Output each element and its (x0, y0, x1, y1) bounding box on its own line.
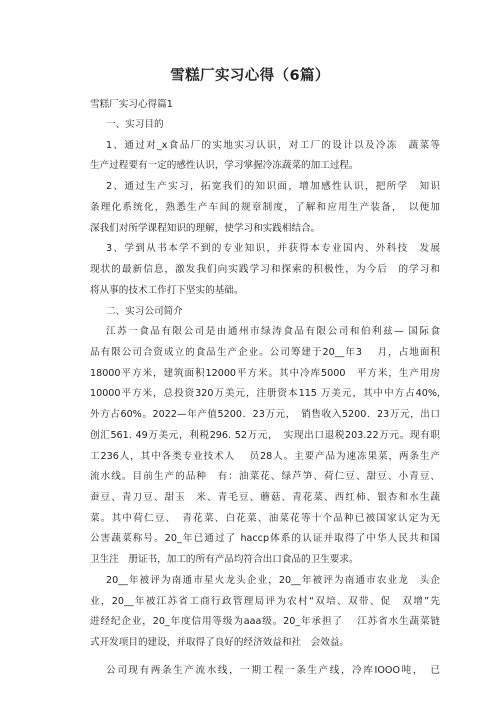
paragraph-line: 卫生注 册证书，加工的所有产品均符合出口食品的卫生要求。 (90, 554, 359, 565)
paragraph-line: 2、通过生产实习，拓宽我们的知识面，增加感性认识，把所学 知识 (106, 181, 440, 192)
paragraph-line: 进经纪企业，20_年度信用等级为aaa级。20_年承担了 江苏省水生蔬菜链 (90, 616, 440, 627)
paragraph-line: 条理化系统化，熟悉生产车间的规章制度，了解和应用生产装备， 以便加 (90, 202, 440, 213)
paragraph-line: 将从事的技术工作打下坚实的基础。 (90, 285, 244, 296)
document-title: 雪糕厂实习心得（6篇） (170, 68, 330, 84)
subheading-purpose: 一、实习目的 (106, 119, 164, 130)
paragraph-line: 公害蔬菜称号。20_年已通过了 haccp体系的认证并取得了中华人民共和国 (90, 533, 440, 544)
paragraph-line: 江苏一食品有限公司是由通州市绿涛食品有限公司和伯利兹— 国际食 (106, 326, 440, 337)
paragraph-line: 3、学到从书本学不到的专业知识，并获得本专业国内、外科技 发展 (106, 243, 440, 254)
paragraph-line: 品有限公司合资成立的食品生产企业。公司筹建于20__年3 月，占地面积 (90, 347, 440, 358)
paragraph-line: 20__年被评为南通市星火龙头企业，20__年被评为南通市农业龙 头企 (106, 575, 440, 586)
section-heading: 雪糕厂实习心得篇1 (90, 99, 173, 110)
paragraph-line: 外方占60%。2022—年产值5200．23万元， 销售收入5200．23万元，出口 (90, 409, 440, 420)
paragraph-line: 深我们对所学课程知识的理解，使学习和实践相结合。 (90, 223, 321, 234)
paragraph-line: 创汇561. 49万美元，利税296. 52万元， 实现出口退税203.22万元。现有职 (90, 430, 440, 441)
paragraph-line: 10000平方米，总投资320万美元，注册资本115 万美元，其中中方占40%, (90, 388, 440, 399)
paragraph-line: 流水线。目前生产的品种 有：油菜花、绿芦笋、荷仁豆、甜豆、小青豆、 (90, 471, 440, 482)
paragraph-line: 业，20__年被江苏省工商行政管理局评为农村“双培、双带、促 双增”先 (90, 596, 440, 607)
paragraph-line: 18000平方米，建筑面积12000平方米。其中冷库5000 平方米，生产用房 (90, 368, 440, 379)
paragraph-line: 工236人，其中各类专业技术人 员28人。主要产品为速冻果菜，两条生产 (90, 451, 440, 462)
paragraph-line: 1、通过对_x食品厂的实地实习认识，对工厂的设计以及冷冻 蔬菜等 (106, 140, 440, 151)
subheading-company: 二、实习公司简介 (106, 306, 183, 317)
paragraph-line: 公司现有两条生产流水线，一期工程一条生产线，冷库IOOO吨， 已 (106, 665, 440, 676)
paragraph-line: 式开发项目的建设，并取得了良好的经济效益和社 会效益。 (90, 637, 350, 648)
paragraph-line: 菜。其中荷仁豆、 青花菜、白花菜、油菜花等十个品种已被国家认定为无 (90, 513, 440, 524)
paragraph-line: 生产过程要有一定的感性认识，学习掌握冷冻蔬菜的加工过程。 (90, 160, 359, 171)
paragraph-line: 蚕豆、青刀豆、甜玉 米、青毛豆、蘑菇、青花菜、西红柿、银杏和水生蔬 (90, 492, 440, 503)
paragraph-line: 现状的最新信息，激发我们向实践学习和探索的积极性，为今后 的学习和 (90, 264, 440, 275)
